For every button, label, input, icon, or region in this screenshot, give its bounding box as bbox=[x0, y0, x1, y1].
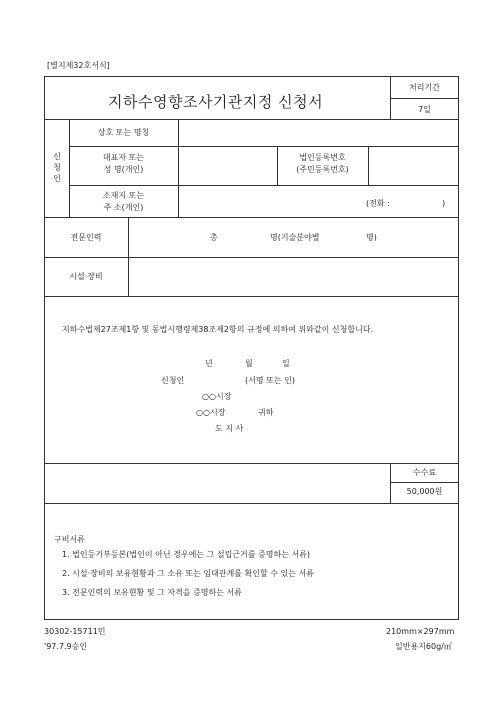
fee-value: 50,000원 bbox=[406, 487, 443, 496]
divider bbox=[44, 503, 459, 504]
divider bbox=[44, 217, 459, 218]
divider bbox=[390, 482, 459, 483]
fee-label: 수수료 bbox=[412, 468, 437, 477]
corp-reg-label-2: (주민등록번호) bbox=[296, 165, 349, 174]
date-month: 월 bbox=[245, 359, 253, 368]
trade-name-label: 상호 또는 명칭 bbox=[97, 128, 150, 137]
location-label-1: 소재지 또는 bbox=[102, 191, 145, 200]
corp-reg-field[interactable] bbox=[369, 147, 458, 185]
statement-text: 지하수법제27조제1항 및 동법시행령제38조제2항의 규정에 의하여 위와같이 신청합니다. bbox=[62, 325, 374, 334]
signature-label: 신청인 bbox=[161, 376, 185, 385]
document-item: 1. 법인등기부등본(법인이 아닌 경우에는 그 설립근거를 증명하는 서류) bbox=[62, 550, 311, 559]
phone-field[interactable] bbox=[398, 196, 438, 210]
documents-heading: 구비서류 bbox=[54, 535, 85, 544]
recipient-province: 도 지 사 bbox=[215, 424, 244, 433]
processing-period-value: 7일 bbox=[418, 105, 431, 114]
personnel-total-label: 총 bbox=[210, 233, 218, 242]
divider bbox=[44, 463, 459, 464]
trade-name-field[interactable] bbox=[179, 120, 458, 146]
footer-approval: '97.7.9승인 bbox=[44, 642, 88, 651]
signature-note: (서명 또는 인) bbox=[245, 376, 295, 385]
recipient-city-2: ○○시장 bbox=[196, 408, 226, 417]
representative-label-2: 성 명(개인) bbox=[103, 165, 144, 174]
signature-field[interactable] bbox=[192, 373, 242, 387]
phone-close: ) bbox=[442, 199, 446, 208]
personnel-by-field-close: 명) bbox=[366, 233, 377, 242]
date-day: 일 bbox=[282, 359, 290, 368]
document-item: 3. 전문인력의 보유현황 및 그 자격을 증명하는 서류 bbox=[62, 588, 242, 597]
applicant-side-label: 신 청 인 bbox=[53, 152, 61, 183]
recipient-city-1: ○○시장 bbox=[202, 392, 232, 401]
footer-code: 30302-15711민 bbox=[44, 627, 106, 636]
address-field[interactable] bbox=[179, 186, 359, 216]
date-year: 년 bbox=[205, 359, 213, 368]
divider bbox=[390, 98, 459, 99]
personnel-label: 전문인력 bbox=[70, 233, 102, 242]
corp-reg-label-1: 법인등록번호 bbox=[299, 153, 346, 162]
representative-label-1: 대표자 또는 bbox=[102, 153, 145, 162]
document-item: 2. 시설·장비의 보유현황과 그 소유 또는 임대관계를 확인할 수 있는 서류 bbox=[62, 569, 314, 578]
form-title: 지하수영향조사기관지정 신청서 bbox=[108, 93, 324, 111]
footer-paper: 일반용지60g/㎡ bbox=[395, 642, 452, 651]
facility-label: 시설·장비 bbox=[69, 272, 103, 281]
processing-period-label: 처리기간 bbox=[409, 83, 440, 92]
footer-size: 210mm×297mm bbox=[386, 627, 455, 636]
recipient-suffix: 귀하 bbox=[258, 408, 274, 417]
location-label-2: 주 소(개인) bbox=[103, 203, 144, 212]
form-number: [별지제32호서식] bbox=[47, 61, 110, 70]
personnel-total-field[interactable] bbox=[222, 230, 266, 244]
personnel-by-field-input[interactable] bbox=[332, 230, 362, 244]
personnel-by-field: 명(기술분야별 bbox=[270, 233, 320, 242]
phone-label: (전화 : bbox=[366, 199, 390, 208]
divider bbox=[44, 296, 459, 297]
facility-field[interactable] bbox=[129, 258, 458, 295]
representative-field[interactable] bbox=[179, 147, 276, 185]
